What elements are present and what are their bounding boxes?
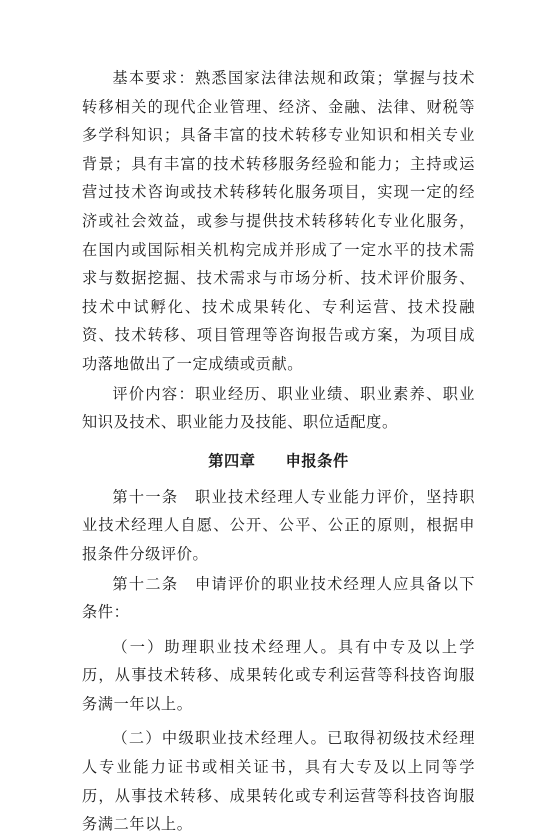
chapter-title: 申报条件 xyxy=(285,451,349,470)
condition-assistant-manager: （一）助理职业技术经理人。具有中专及以上学历，从事技术转移、成果转化或专利运营等科技咨询服务满一年以上。 xyxy=(82,637,475,713)
evaluation-content-paragraph: 评价内容：职业经历、职业业绩、职业素养、职业知识及技术、职业能力及技能、职位适配度。 xyxy=(82,384,475,432)
chapter-number: 第四章 xyxy=(208,451,256,470)
article-twelve: 第十二条 申请评价的职业技术经理人应具备以下条件： xyxy=(82,574,475,622)
condition-intermediate-manager: （二）中级职业技术经理人。已取得初级技术经理人专业能力证书或相关证书，具有大专及以上同等学历，从事技术转移、成果转化或专利运营等科技咨询服务满二年以上。 xyxy=(82,729,475,834)
basic-requirements-paragraph: 基本要求：熟悉国家法律法规和政策；掌握与技术转移相关的现代企业管理、经济、金融、法律、财税等多学科知识；具备丰富的技术转移专业知识和相关专业背景；具有丰富的技术转移服务经验和能力；主持或运营过技术咨询或技术转移转化服务项目，实现一定的经济或社会效益，或参与提供技术转移转化专业化服务，在国内或国际相关机构完成并形成了一定水平的技术需求与数据挖掘、技术需求与市场分析、技术评价服务、技术中试孵化、技术成果转化、专利运营、技术投融资、技术转移、项目管理等咨询报告或方案，为项目成功落地做出了一定成绩或贡献。 xyxy=(82,69,475,373)
article-eleven: 第十一条 职业技术经理人专业能力评价，坚持职业技术经理人自愿、公开、公平、公正的原则，根据申报条件分级评价。 xyxy=(82,487,475,563)
chapter-heading xyxy=(82,447,475,475)
